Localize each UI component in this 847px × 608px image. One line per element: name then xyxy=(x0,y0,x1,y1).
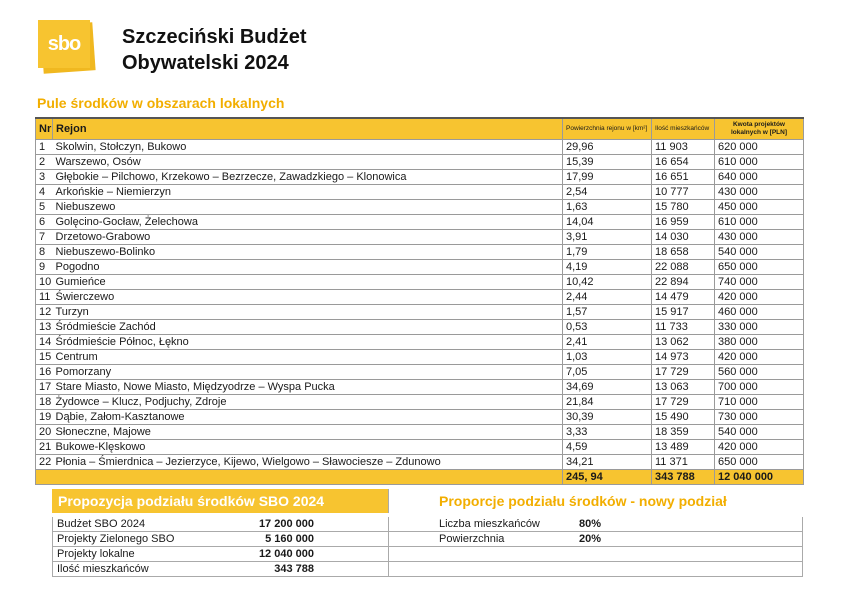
proportions-title: Proporcje podziału środków - nowy podział xyxy=(388,489,803,513)
col-header-amount: Kwota projektów lokalnych w [PLN] xyxy=(715,118,804,140)
proposal-row xyxy=(52,562,388,577)
total-amount: 12 040 000 xyxy=(715,470,804,485)
proportions-empty-row xyxy=(388,562,803,577)
row-amount: 650 000 xyxy=(715,260,804,275)
row-residents: 14 479 xyxy=(652,290,715,305)
row-nr: 4 xyxy=(36,185,53,200)
proportions-label: Powierzchnia xyxy=(439,533,505,545)
table-row xyxy=(36,320,804,335)
row-area: 7,05 xyxy=(563,365,652,380)
row-area: 0,53 xyxy=(563,320,652,335)
row-amount: 430 000 xyxy=(715,230,804,245)
row-amount: 380 000 xyxy=(715,335,804,350)
proportions-value: 80% xyxy=(579,518,602,530)
totals-row xyxy=(36,470,804,485)
row-amount: 620 000 xyxy=(715,140,804,155)
row-residents: 13 063 xyxy=(652,380,715,395)
proposal-box xyxy=(52,489,388,577)
row-area: 17,99 xyxy=(563,170,652,185)
row-nr: 14 xyxy=(36,335,53,350)
row-residents: 14 973 xyxy=(652,350,715,365)
row-nr: 11 xyxy=(36,290,53,305)
row-residents: 22 088 xyxy=(652,260,715,275)
proposal-value: 12 040 000 xyxy=(258,548,314,560)
table-row xyxy=(36,440,804,455)
table-row xyxy=(36,155,804,170)
page-title xyxy=(122,24,307,76)
section-title: Pule środków w obszarach lokalnych xyxy=(37,95,285,111)
table-row xyxy=(36,350,804,365)
col-header-area: Powierzchnia rejonu w [km²] xyxy=(563,118,652,140)
row-rejon: Bukowe-Klęskowo xyxy=(53,440,563,455)
total-residents: 343 788 xyxy=(652,470,715,485)
row-amount: 730 000 xyxy=(715,410,804,425)
table-row xyxy=(36,185,804,200)
proportions-empty-row xyxy=(388,547,803,562)
row-nr: 22 xyxy=(36,455,53,470)
row-rejon: Golęcino-Gocław, Żelechowa xyxy=(53,215,563,230)
row-amount: 330 000 xyxy=(715,320,804,335)
table-row xyxy=(36,305,804,320)
row-residents: 15 917 xyxy=(652,305,715,320)
row-residents: 11 903 xyxy=(652,140,715,155)
row-area: 30,39 xyxy=(563,410,652,425)
row-nr: 3 xyxy=(36,170,53,185)
proportions-value: 20% xyxy=(579,533,602,545)
col-header-nr: Nr xyxy=(36,118,53,140)
table-row xyxy=(36,290,804,305)
row-residents: 15 490 xyxy=(652,410,715,425)
row-area: 15,39 xyxy=(563,155,652,170)
row-nr: 1 xyxy=(36,140,53,155)
row-rejon: Warszewo, Osów xyxy=(53,155,563,170)
row-nr: 10 xyxy=(36,275,53,290)
row-amount: 700 000 xyxy=(715,380,804,395)
row-residents: 18 359 xyxy=(652,425,715,440)
row-nr: 6 xyxy=(36,215,53,230)
proportions-box xyxy=(388,489,803,577)
row-rejon: Niebuszewo-Bolinko xyxy=(53,245,563,260)
row-rejon: Centrum xyxy=(53,350,563,365)
row-residents: 10 777 xyxy=(652,185,715,200)
row-rejon: Turzyn xyxy=(53,305,563,320)
table-row xyxy=(36,365,804,380)
row-amount: 710 000 xyxy=(715,395,804,410)
row-area: 10,42 xyxy=(563,275,652,290)
proposal-row xyxy=(52,532,388,547)
row-rejon: Stare Miasto, Nowe Miasto, Międzyodrze – Wyspa Pucka xyxy=(53,380,563,395)
row-rejon: Pogodno xyxy=(53,260,563,275)
table-row xyxy=(36,335,804,350)
row-rejon: Płonia – Śmierdnica – Jezierzyce, Kijewo, Wielgowo – Sławociesze – Zdunowo xyxy=(53,455,563,470)
row-area: 3,33 xyxy=(563,425,652,440)
proposal-label: Projekty lokalne xyxy=(57,548,135,560)
proposal-label: Ilość mieszkańców xyxy=(57,563,149,575)
proposal-value: 17 200 000 xyxy=(258,518,314,530)
table-row xyxy=(36,170,804,185)
row-nr: 13 xyxy=(36,320,53,335)
row-nr: 5 xyxy=(36,200,53,215)
row-nr: 9 xyxy=(36,260,53,275)
row-rejon: Niebuszewo xyxy=(53,200,563,215)
row-rejon: Śródmieście Północ, Łękno xyxy=(53,335,563,350)
row-residents: 13 489 xyxy=(652,440,715,455)
table-row xyxy=(36,395,804,410)
row-amount: 610 000 xyxy=(715,215,804,230)
row-nr: 7 xyxy=(36,230,53,245)
proposal-value: 5 160 000 xyxy=(265,533,314,545)
total-area: 245, 94 xyxy=(563,470,652,485)
table-row xyxy=(36,230,804,245)
row-residents: 16 654 xyxy=(652,155,715,170)
row-residents: 17 729 xyxy=(652,395,715,410)
row-nr: 19 xyxy=(36,410,53,425)
row-amount: 420 000 xyxy=(715,290,804,305)
row-residents: 16 651 xyxy=(652,170,715,185)
row-amount: 610 000 xyxy=(715,155,804,170)
proposal-value: 343 788 xyxy=(274,563,314,575)
row-rejon: Gumieńce xyxy=(53,275,563,290)
row-rejon: Arkońskie – Niemierzyn xyxy=(53,185,563,200)
table-row xyxy=(36,380,804,395)
row-area: 29,96 xyxy=(563,140,652,155)
row-residents: 17 729 xyxy=(652,365,715,380)
row-amount: 540 000 xyxy=(715,245,804,260)
row-amount: 540 000 xyxy=(715,425,804,440)
summary-section xyxy=(52,489,803,579)
row-residents: 11 371 xyxy=(652,455,715,470)
row-area: 1,63 xyxy=(563,200,652,215)
districts-table xyxy=(35,117,804,485)
row-residents: 15 780 xyxy=(652,200,715,215)
row-area: 1,03 xyxy=(563,350,652,365)
totals-spacer xyxy=(36,470,563,485)
row-rejon: Drzetowo-Grabowo xyxy=(53,230,563,245)
row-amount: 650 000 xyxy=(715,455,804,470)
proportions-label: Liczba mieszkańców xyxy=(439,518,540,530)
row-rejon: Słoneczne, Majowe xyxy=(53,425,563,440)
row-nr: 17 xyxy=(36,380,53,395)
row-nr: 20 xyxy=(36,425,53,440)
proposal-title: Propozycja podziału środków SBO 2024 xyxy=(52,489,388,513)
row-amount: 560 000 xyxy=(715,365,804,380)
col-header-residents: Ilość mieszkańców xyxy=(652,118,715,140)
row-amount: 640 000 xyxy=(715,170,804,185)
table-row xyxy=(36,260,804,275)
table-row xyxy=(36,455,804,470)
row-area: 2,44 xyxy=(563,290,652,305)
row-area: 14,04 xyxy=(563,215,652,230)
row-area: 34,69 xyxy=(563,380,652,395)
logo-text: sbo xyxy=(47,32,81,55)
row-area: 1,79 xyxy=(563,245,652,260)
proposal-label: Budżet SBO 2024 xyxy=(57,518,146,530)
table-row xyxy=(36,275,804,290)
proposal-row xyxy=(52,517,388,532)
row-rejon: Śródmieście Zachód xyxy=(53,320,563,335)
row-rejon: Żydowce – Klucz, Podjuchy, Zdroje xyxy=(53,395,563,410)
row-area: 2,54 xyxy=(563,185,652,200)
row-nr: 21 xyxy=(36,440,53,455)
sbo-logo xyxy=(38,20,94,72)
row-area: 3,91 xyxy=(563,230,652,245)
row-nr: 15 xyxy=(36,350,53,365)
row-nr: 8 xyxy=(36,245,53,260)
row-residents: 11 733 xyxy=(652,320,715,335)
table-row xyxy=(36,410,804,425)
row-amount: 740 000 xyxy=(715,275,804,290)
row-rejon: Głębokie – Pilchowo, Krzekowo – Bezrzecze, Zawadzkiego – Klonowica xyxy=(53,170,563,185)
row-area: 2,41 xyxy=(563,335,652,350)
row-area: 4,19 xyxy=(563,260,652,275)
row-area: 21,84 xyxy=(563,395,652,410)
row-residents: 14 030 xyxy=(652,230,715,245)
row-nr: 2 xyxy=(36,155,53,170)
row-amount: 420 000 xyxy=(715,350,804,365)
table-header-row xyxy=(36,118,804,140)
table-row xyxy=(36,140,804,155)
row-residents: 16 959 xyxy=(652,215,715,230)
row-nr: 18 xyxy=(36,395,53,410)
proportions-row xyxy=(388,532,803,547)
title-line-2: Obywatelski 2024 xyxy=(122,52,289,74)
row-nr: 16 xyxy=(36,365,53,380)
table-row xyxy=(36,245,804,260)
row-area: 34,21 xyxy=(563,455,652,470)
title-line-1: Szczeciński Budżet xyxy=(122,26,307,48)
row-residents: 22 894 xyxy=(652,275,715,290)
row-area: 4,59 xyxy=(563,440,652,455)
row-residents: 18 658 xyxy=(652,245,715,260)
row-amount: 420 000 xyxy=(715,440,804,455)
row-rejon: Skolwin, Stołczyn, Bukowo xyxy=(53,140,563,155)
row-rejon: Świerczewo xyxy=(53,290,563,305)
row-nr: 12 xyxy=(36,305,53,320)
col-header-rejon: Rejon xyxy=(53,118,563,140)
row-area: 1,57 xyxy=(563,305,652,320)
row-amount: 430 000 xyxy=(715,185,804,200)
table-row xyxy=(36,200,804,215)
row-rejon: Pomorzany xyxy=(53,365,563,380)
proposal-row xyxy=(52,547,388,562)
row-amount: 450 000 xyxy=(715,200,804,215)
proportions-row xyxy=(388,517,803,532)
table-row xyxy=(36,425,804,440)
row-residents: 13 062 xyxy=(652,335,715,350)
table-row xyxy=(36,215,804,230)
proposal-label: Projekty Zielonego SBO xyxy=(57,533,175,545)
row-rejon: Dąbie, Załom-Kasztanowe xyxy=(53,410,563,425)
row-amount: 460 000 xyxy=(715,305,804,320)
